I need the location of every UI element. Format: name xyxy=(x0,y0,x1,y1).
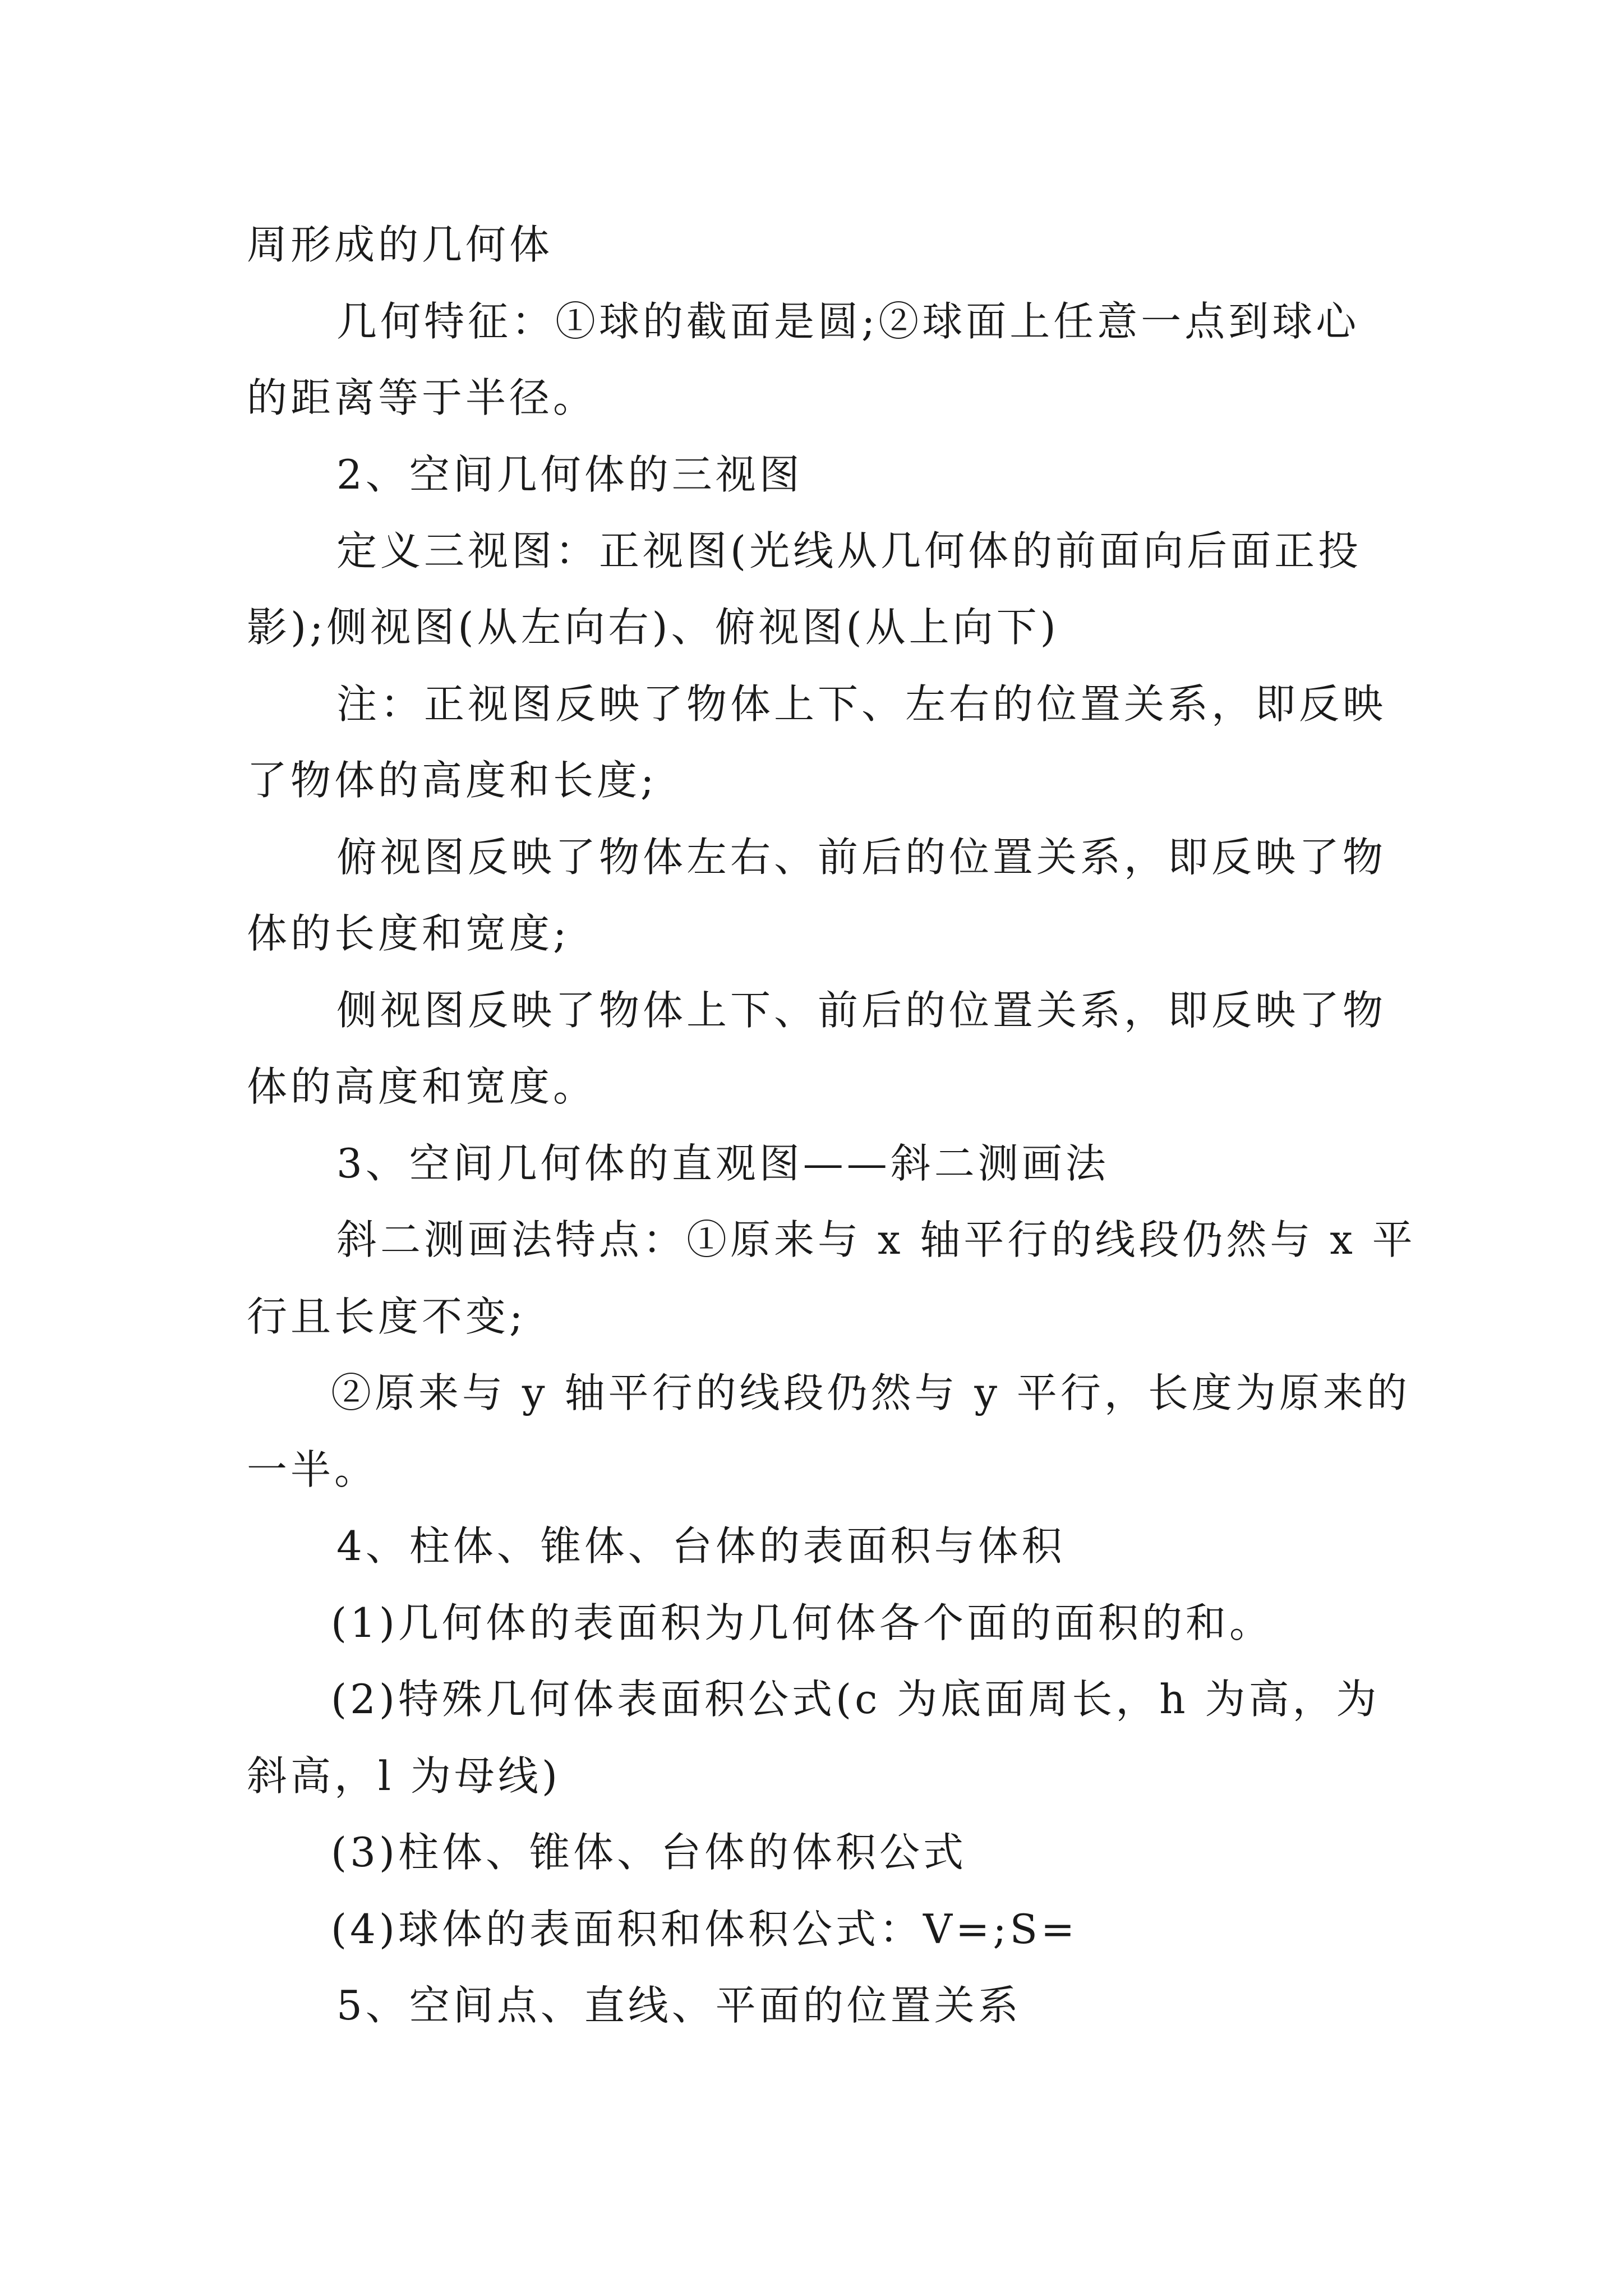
text-line: 注：正视图反映了物体上下、左右的位置关系，即反映 xyxy=(336,680,1387,728)
text-line: 行且长度不变; xyxy=(247,1293,527,1340)
text-line: 几何特征：①球的截面是圆;②球面上任意一点到球心 xyxy=(336,298,1360,345)
text-line: 体的长度和宽度; xyxy=(247,910,570,957)
text-line: 定义三视图：正视图(光线从几何体的前面向后面正投 xyxy=(336,527,1362,574)
text-line: 的距离等于半径。 xyxy=(247,374,597,421)
text-line: (4)球体的表面积和体积公式：V=;S= xyxy=(331,1906,1078,1953)
section-heading: 5、空间点、直线、平面的位置关系 xyxy=(336,1982,1022,2029)
text-line: 影);侧视图(从左向右)、俯视图(从上向下) xyxy=(247,604,1059,651)
text-line: 一半。 xyxy=(247,1446,379,1493)
text-line: ②原来与 y 轴平行的线段仍然与 y 平行，长度为原来的 xyxy=(331,1369,1410,1416)
section-heading: 2、空间几何体的三视图 xyxy=(336,451,803,498)
text-line: 斜高，l 为母线) xyxy=(247,1752,561,1800)
text-line: 斜二测画法特点：①原来与 x 轴平行的线段仍然与 x 平 xyxy=(336,1216,1416,1263)
section-heading: 3、空间几何体的直观图——斜二测画法 xyxy=(336,1140,1109,1187)
text-line: 体的高度和宽度。 xyxy=(247,1063,597,1110)
text-line: (3)柱体、锥体、台体的体积公式 xyxy=(331,1829,967,1876)
text-line: (2)特殊几何体表面积公式(c 为底面周长，h 为高，为 xyxy=(331,1676,1380,1723)
text-line: (1)几何体的表面积为几何体各个面的面积的和。 xyxy=(331,1599,1273,1646)
text-line: 俯视图反映了物体左右、前后的位置关系，即反映了物 xyxy=(336,834,1387,881)
section-heading: 4、柱体、锥体、台体的表面积与体积 xyxy=(336,1522,1066,1570)
text-line: 了物体的高度和长度; xyxy=(247,757,658,804)
text-line: 侧视图反映了物体上下、前后的位置关系，即反映了物 xyxy=(336,987,1387,1034)
text-line: 周形成的几何体 xyxy=(247,221,554,268)
